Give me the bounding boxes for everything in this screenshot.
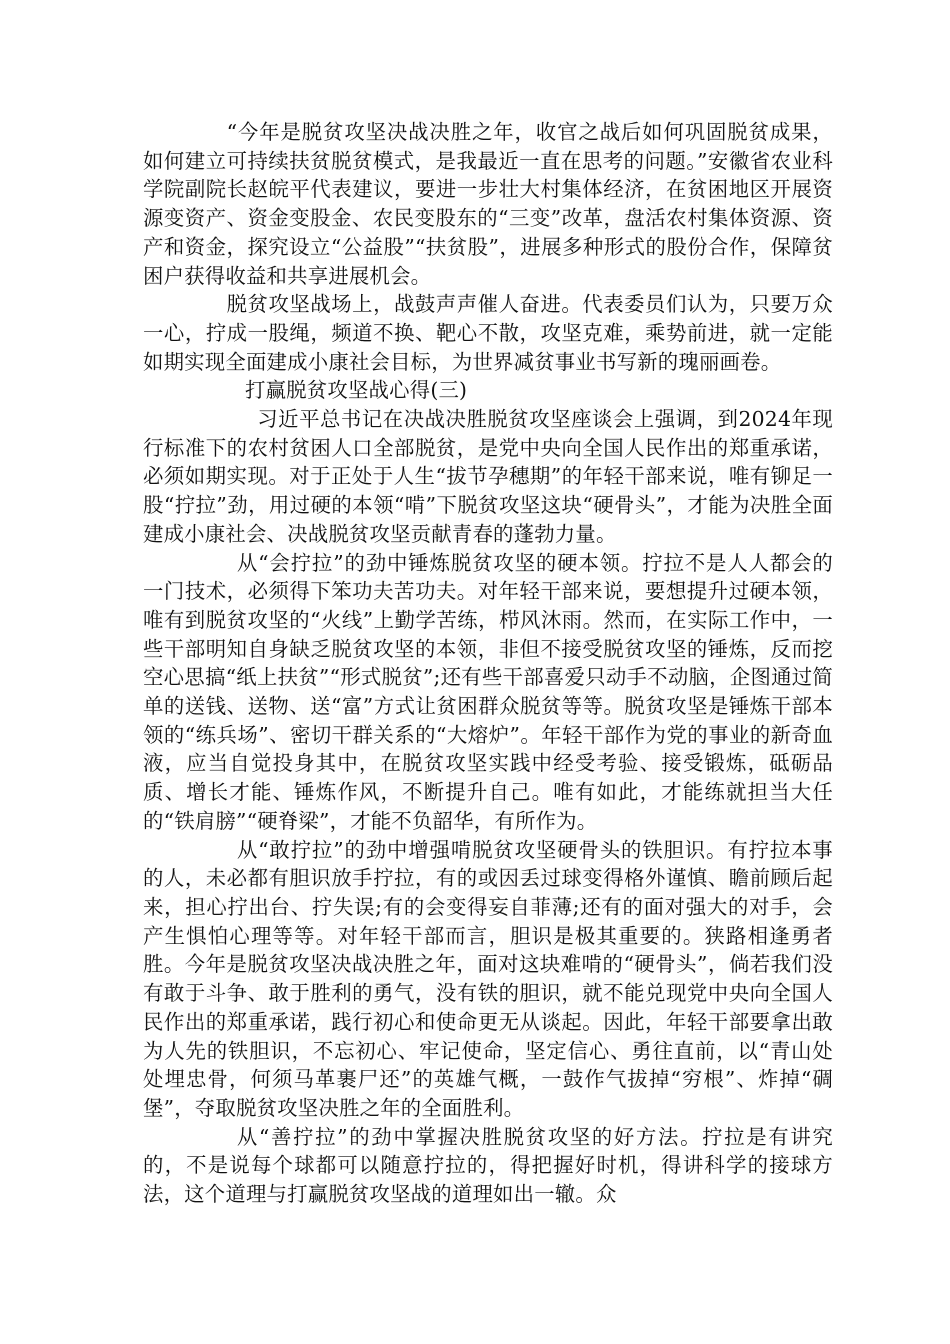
paragraph-gan-ningla: 从“敢拧拉”的劲中增强啃脱贫攻坚硬骨头的铁胆识。有拧拉本事的人，未必都有胆识放手拧拉，有的或因丢过球变得格外谨慎、瞻前顾后起来，担心拧出台、拧失误;有的会变得妄自菲薄;还有的面对强大的对手，会产生惧怕心理等等。对年轻干部而言，胆识是极其重要的。狭路相逢勇者胜。今年是脱贫攻坚决战决胜之年，面对这块难啃的“硬骨头”，倘若我们没有敢于斗争、敢于胜利的勇气，没有铁的胆识，就不能兑现党中央向全国人民作出的郑重承诺，践行初心和使命更无从谈起。因此，年轻干部要拿出敢为人先的铁胆识，不忘初心、牢记使命，坚定信心、勇往直前，以“青山处处埋忠骨，何须马革裹尸还”的英雄气概，一鼓作气拔掉“穷根”、炸掉“碉堡”，夺取脱贫攻坚决胜之年的全面胜利。 — [143, 837, 833, 1120]
paragraph-battlefield: 脱贫攻坚战场上，战鼓声声催人奋进。代表委员们认为，只要万众一心，拧成一股绳，频道不换、靶心不散，攻坚克难，乘势前进，就一定能如期实现全面建成小康社会目标，为世界减贫事业书写新的瑰丽画卷。 — [143, 292, 833, 374]
paragraph-xi-jinping: 习近平总书记在决战决胜脱贫攻坚座谈会上强调，到2024年现行标准下的农村贫困人口全部脱贫，是党中央向全国人民作出的郑重承诺，必须如期实现。对于正处于人生“拔节孕穗期”的年轻干部来说，唯有铆足一股“拧拉”劲，用过硬的本领“啃”下脱贫攻坚这块“硬骨头”，才能为决胜全面建成小康社会、决战脱贫攻坚贡献青春的蓬勃力量。 — [143, 407, 833, 546]
paragraph-shan-ningla: 从“善拧拉”的劲中掌握决胜脱贫攻坚的好方法。拧拉是有讲究的，不是说每个球都可以随意拧拉的，得把握好时机，得讲科学的接球方法，这个道理与打赢脱贫攻坚战的道理如出一辙。众 — [143, 1124, 833, 1207]
paragraph-quote-zhao-wanping: “今年是脱贫攻坚决战决胜之年，收官之战后如何巩固脱贫成果，如何建立可持续扶贫脱贫模式，是我最近一直在思考的问题。”安徽省农业科学院副院长赵皖平代表建议，要进一步壮大村集体经济，在贫困地区开展资源变资产、资金变股金、农民变股东的“三变”改革，盘活农村集体资源、资产和资金，探究设立“公益股”“扶贫股”，进展多种形式的股份合作，保障贫困户获得收益和共享进展机会。 — [143, 120, 833, 288]
document-body — [143, 118, 833, 1209]
section-heading: 打赢脱贫攻坚战心得(三) — [245, 378, 468, 403]
paragraph-hui-ningla: 从“会拧拉”的劲中锤炼脱贫攻坚的硬本领。拧拉不是人人都会的一门技术，必须得下笨功夫苦功夫。对年轻干部来说，要想提升过硬本领，唯有到脱贫攻坚的“火线”上勤学苦练，栉风沐雨。然而，在实际工作中，一些干部明知自身缺乏脱贫攻坚的本领，非但不接受脱贫攻坚的锤炼，反而挖空心思搞“纸上扶贫”“形式脱贫”;还有些干部喜爱只动手不动脑，企图通过简单的送钱、送物、送“富”方式让贫困群众脱贫等等。脱贫攻坚是锤炼干部本领的“练兵场”、密切干群关系的“大熔炉”。年轻干部作为党的事业的新奇血液，应当自觉投身其中，在脱贫攻坚实践中经受考验、接受锻炼，砥砺品质、增长才能、锤炼作风，不断提升自己。唯有如此，才能练就担当大任的“铁肩膀”“硬脊梁”，才能不负韶华，有所作为。 — [143, 550, 833, 833]
